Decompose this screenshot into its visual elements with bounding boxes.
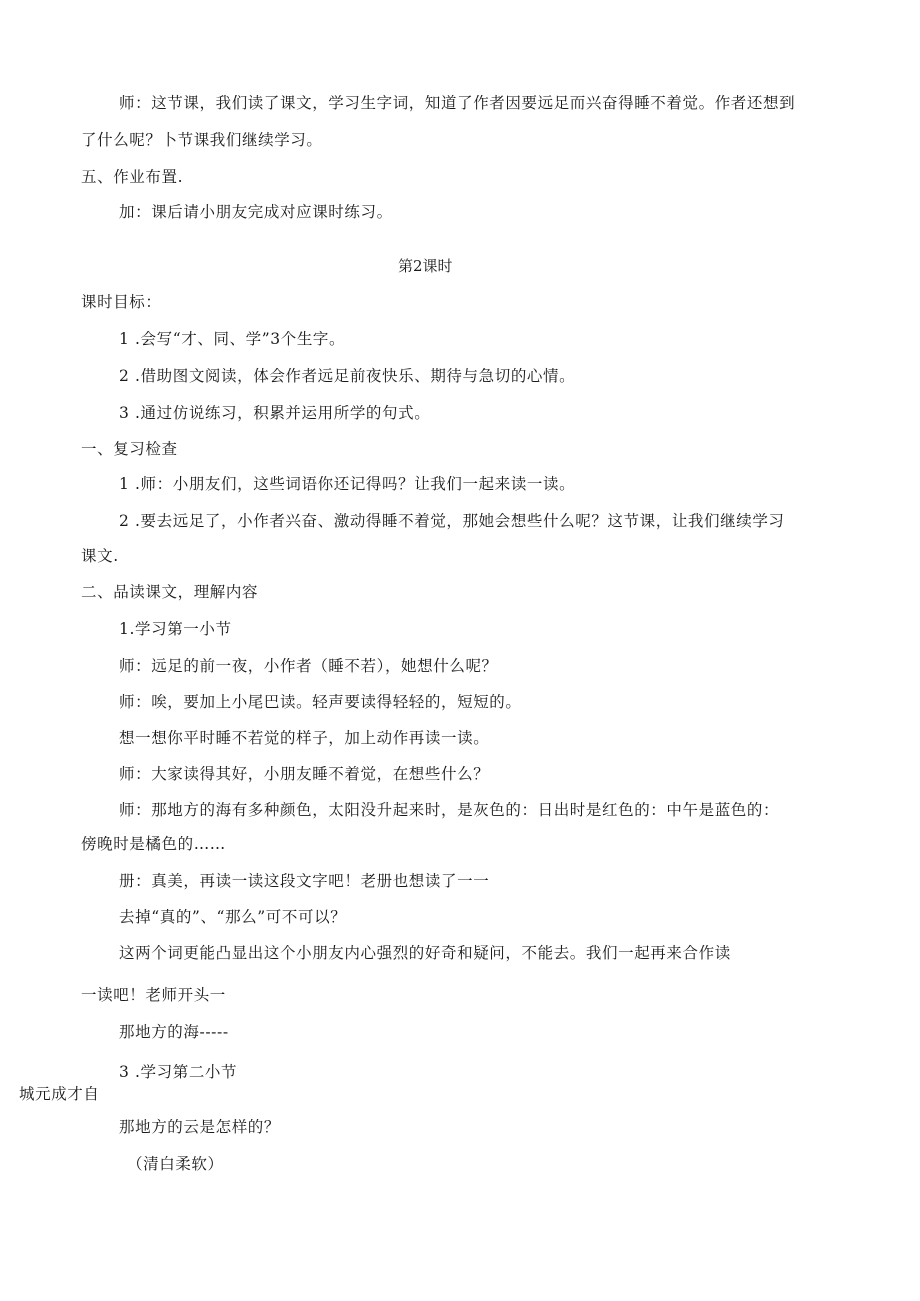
dialogue-line: 这两个词更能凸显出这个小朋友内心强烈的好奇和疑问，不能去。我们一起再来合作读 xyxy=(119,944,731,962)
goal-item-1: 1 .会写“才、同、学”3个生字。 xyxy=(119,330,346,348)
dialogue-line: 那地方的海----- xyxy=(119,1023,229,1041)
paragraph-teacher-summary-line2: 了什么呢？卜节课我们继续学习。 xyxy=(81,131,323,149)
dialogue-line: 傍晚时是橘色的…… xyxy=(81,835,226,853)
goal-item-2: 2 .借助图文阅读，体会作者远足前夜快乐、期待与急切的心情。 xyxy=(119,367,576,385)
homework-text: 加：课后请小朋友完成对应课时练习。 xyxy=(119,203,393,221)
study-section-3: 3 .学习第二小节 xyxy=(119,1063,238,1081)
section-heading-reading: 二、品读课文，理解内容 xyxy=(81,583,259,601)
dialogue-line: 师：大家读得其好，小朋友睡不着觉，在想些什么？ xyxy=(119,765,490,783)
review-item-2-line1: 2 .要去远足了，小作者兴奋、激动得睡不着觉，那她会想些什么呢？这节课，让我们继续学习 xyxy=(119,512,785,530)
review-item-1: 1 .师：小朋友们，这些词语你还记得吗？让我们一起来读一读。 xyxy=(119,475,576,493)
goal-item-3: 3 .通过仿说练习，积累并运用所学的句式。 xyxy=(119,404,431,422)
dialogue-line: 去掉“真的”、“那么”可不可以？ xyxy=(119,908,347,926)
section-heading-homework: 五、作业布置. xyxy=(81,168,184,186)
goals-label: 课时目标： xyxy=(81,293,162,311)
margin-note: 城元成才自 xyxy=(19,1085,100,1103)
dialogue-line: 师：唉，要加上小尾巴读。轻声要读得轻轻的，短短的。 xyxy=(119,693,522,711)
dialogue-line: 册：真美，再读一读这段文字吧！老册也想读了一一 xyxy=(119,872,490,890)
review-item-2-line2: 课文. xyxy=(81,547,119,565)
paragraph-teacher-summary-line1: 师：这节课，我们读了课文，学习生字词，知道了作者因要远足而兴奋得睡不着觉。作者还想到 xyxy=(119,94,796,112)
dialogue-line: 师：那地方的海有多种颜色，太阳没升起来时，是灰色的：日出时是红色的：中午是蓝色的： xyxy=(119,801,780,819)
dialogue-line: 想一想你平时睡不若觉的样子，加上动作再读一读。 xyxy=(119,729,490,747)
dialogue-line: 一读吧！老师开头一 xyxy=(81,986,226,1004)
section-heading-review: 一、复习检查 xyxy=(81,440,178,458)
dialogue-line: 那地方的云是怎样的？ xyxy=(119,1118,281,1136)
study-section-1: 1.学习第一小节 xyxy=(119,620,232,638)
dialogue-line: 师：远足的前一夜，小作者（睡不若），她想什么呢？ xyxy=(119,657,498,675)
lesson-title: 第2课时 xyxy=(398,257,453,275)
dialogue-line: （清白柔软） xyxy=(127,1155,224,1173)
